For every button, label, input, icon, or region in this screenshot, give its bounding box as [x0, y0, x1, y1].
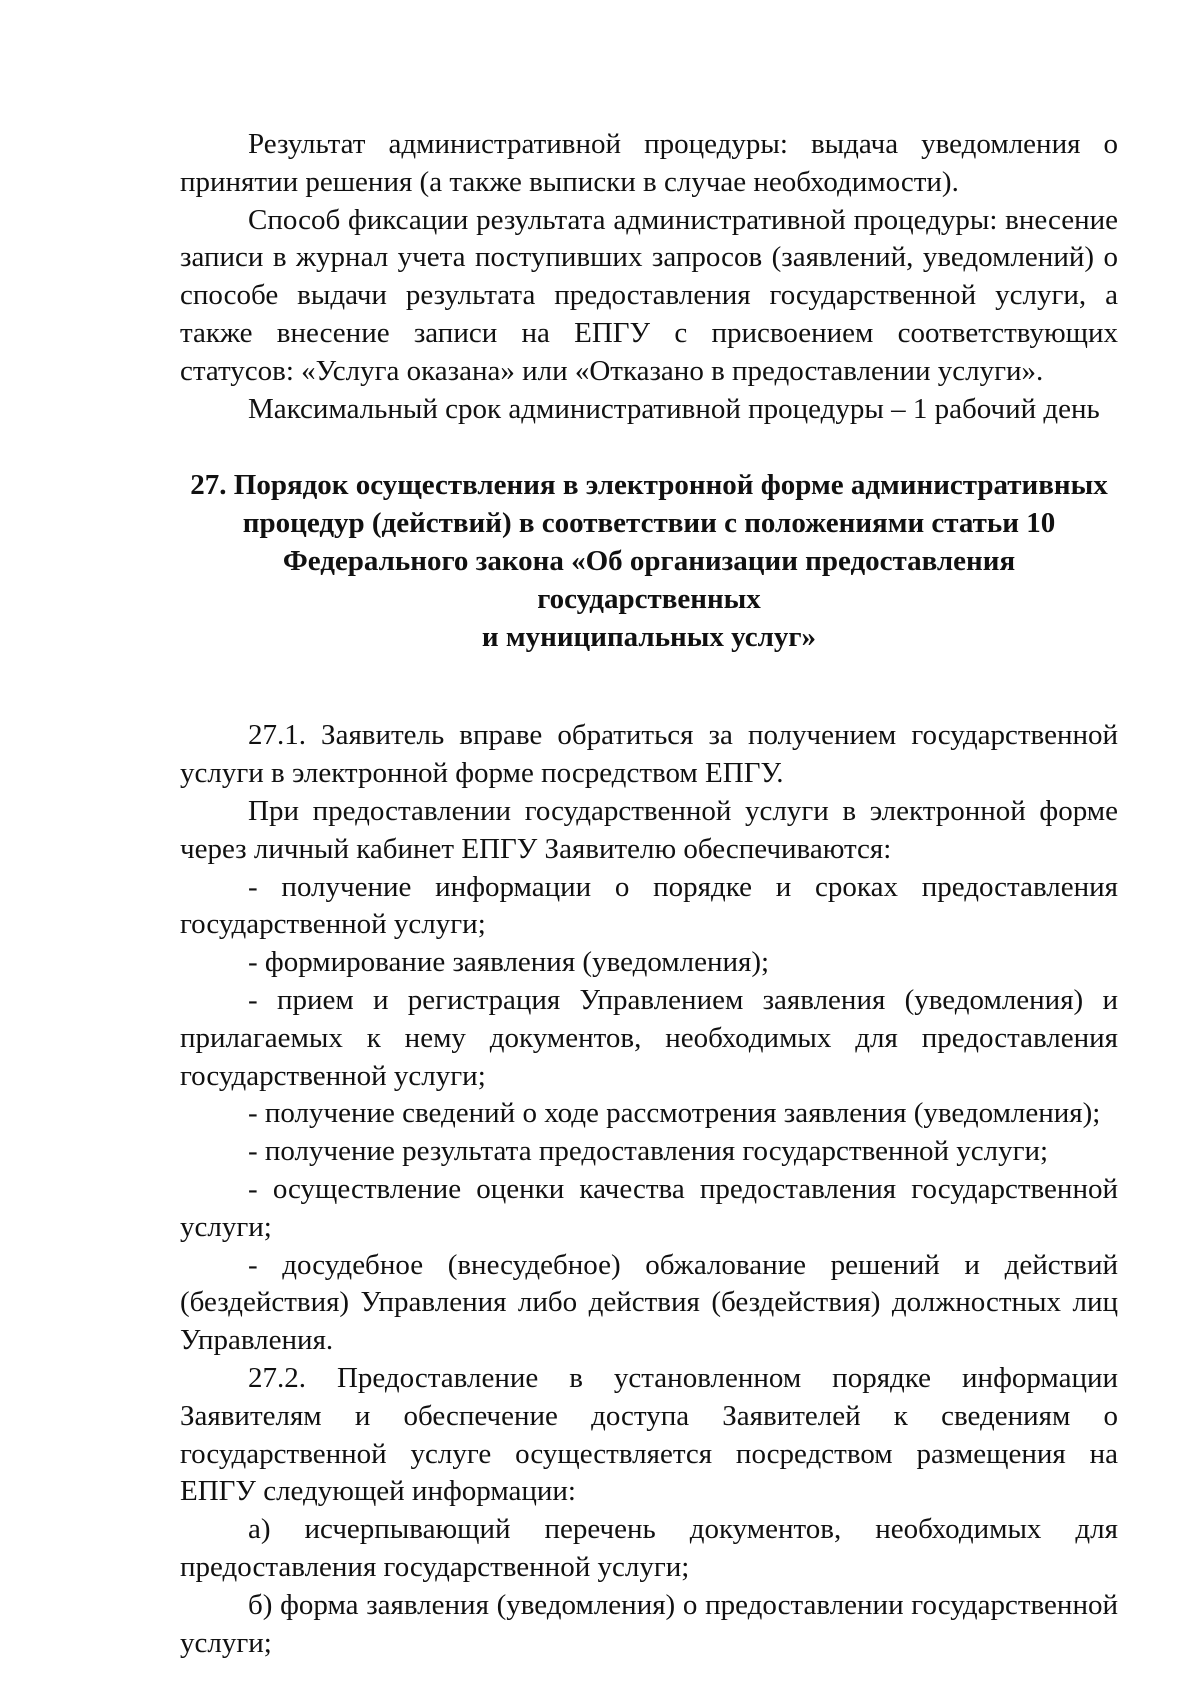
document-body [180, 126, 1118, 1662]
list-item: - получение информации о порядке и сроках предоставления государственной услуги; [180, 870, 1118, 941]
list-item: - прием и регистрация Управлением заявления (уведомления) и прилагаемых к нему документов, необходимых для предоставления государственной услуги; [180, 983, 1118, 1092]
heading-line: процедур (действий) в соответствии с положениями статьи 10 [242, 507, 1056, 540]
fixation-method-paragraph: Способ фиксации результата административной процедуры: внесение записи в журнал учета поступивших запросов (заявлений, уведомлений) о способе выдачи результата предоставления государственной услуги, а также внесение записи на ЕПГУ с присвоением соответствующих статусов: «Услуга оказана» или «Отказано в предоставлении услуги». [180, 203, 1118, 387]
heading-line: 27. Порядок осуществления в электронной форме административных [190, 469, 1108, 502]
result-paragraph: Результат административной процедуры: выдача уведомления о принятии решения (а также выписки в случае необходимости). [180, 128, 1118, 198]
list-item: - формирование заявления (уведомления); [248, 946, 770, 979]
list-item: - получение сведений о ходе рассмотрения заявления (уведомления); [248, 1097, 1101, 1130]
spacer [180, 656, 1118, 717]
list-item: а) исчерпывающий перечень документов, необходимых для предоставления государственной услуги; [180, 1513, 1118, 1583]
clause-27-1-paragraph: 27.1. Заявитель вправе обратиться за получением государственной услуги в электронной форме посредством ЕПГУ. [180, 719, 1118, 790]
list-item: - досудебное (внесудебное) обжалование решений и действий (бездействия) Управления либо действия (бездействия) должностных лиц Управления. [180, 1248, 1118, 1357]
heading-line: Федерального закона «Об организации предоставления государственных [282, 545, 1016, 616]
list-item: б) форма заявления (уведомления) о предоставлении государственной услуги; [180, 1588, 1118, 1659]
provision-intro-paragraph: При предоставлении государственной услуги в электронной форме через личный кабинет ЕПГУ Заявителю обеспечиваются: [180, 794, 1118, 865]
heading-line: и муниципальных услуг» [481, 621, 817, 654]
clause-27-2-paragraph: 27.2. Предоставление в установленном порядке информации Заявителям и обеспечение доступа Заявителей к сведениям о государственной услуге осуществляется посредством размещения на ЕПГУ следующей информации: [180, 1361, 1118, 1508]
list-item: - получение результата предоставления государственной услуги; [248, 1135, 1049, 1168]
max-term-paragraph: Максимальный срок административной процедуры – 1 рабочий день [248, 392, 1100, 425]
list-item: - осуществление оценки качества предоставления государственной услуги; [180, 1172, 1118, 1243]
section-heading [180, 466, 1118, 656]
